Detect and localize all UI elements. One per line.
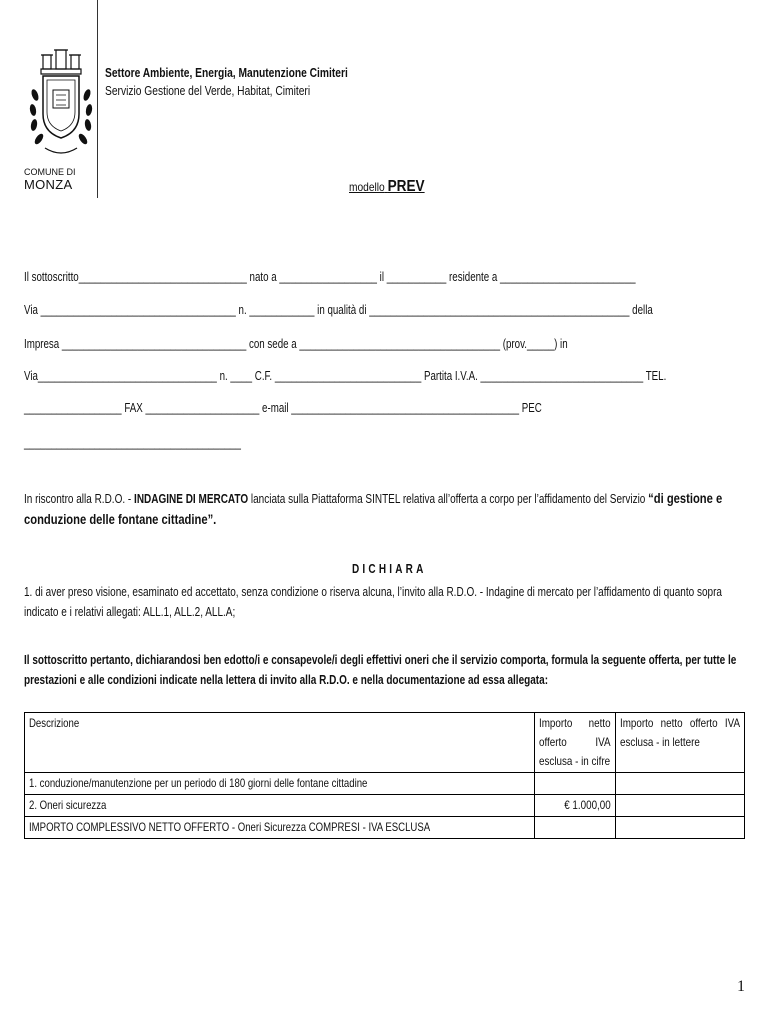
intro-bold-2: “di gestione e conduzione delle fontane cittadine”. <box>24 490 723 527</box>
intro-text-2: lanciata sulla Piattaforma SINTEL relativa all’offerta a corpo per l’affidamento del Servizio <box>248 492 649 506</box>
table-cell: € 1.000,00 <box>535 795 616 817</box>
model-prefix: modello <box>349 180 385 194</box>
form-line-4: Via_________________________________ n. ____ C.F. ___________________________ Partita I.V.A. ______________________________ TEL. <box>24 369 667 383</box>
form-line-5: __________________ FAX _____________________ e-mail __________________________________________ PEC <box>24 401 542 415</box>
offer-table <box>24 712 745 839</box>
declaration-item-1: 1. di aver preso visione, esaminato ed accettato, senza condizione o riserva alcuna, l’invito alla R.D.O. - Indagine di mercato per l’affidamento di quanto sopra indicato e i relativi allegati: ALL.1, ALL.2, ALL.A; <box>24 585 722 619</box>
table-cell <box>615 795 744 817</box>
logo-caption <box>24 168 84 191</box>
table-cell <box>535 773 616 795</box>
header-divider <box>97 0 98 198</box>
table-row <box>25 795 745 817</box>
offer-statement: Il sottoscritto pertanto, dichiarandosi ben edotto/i e consapevole/i degli effettivi oneri che il servizio comporta, formula la seguente offerta, per tutte le prestazioni e alle condizioni indicate nella lettera di invito alla R.D.O. e nella documentazione ad essa allegata: <box>24 653 737 687</box>
table-cell: 1. conduzione/manutenzione per un periodo di 180 giorni delle fontane cittadine <box>25 773 535 795</box>
table-cell <box>535 817 616 839</box>
table-cell <box>615 773 744 795</box>
table-cell: 2. Oneri sicurezza <box>25 795 535 817</box>
table-row <box>25 773 745 795</box>
department-subtitle: Servizio Gestione del Verde, Habitat, Cimiteri <box>105 84 311 98</box>
form-line-1: Il sottoscritto_______________________________ nato a __________________ il ___________ residente a _________________________ <box>24 270 636 284</box>
form-line-3: Impresa __________________________________ con sede a _____________________________________ (prov._____) in <box>24 337 568 351</box>
page-number: 1 <box>737 978 745 995</box>
table-header-cell: Importo netto offerto IVA esclusa - in lettere <box>615 713 744 773</box>
model-title <box>349 178 425 196</box>
form-line-6: ________________________________________ <box>24 436 241 450</box>
table-row <box>25 817 745 839</box>
intro-text-1: In riscontro alla R.D.O. - <box>24 492 135 506</box>
model-code: PREV <box>387 178 425 195</box>
table-header-row <box>25 713 745 773</box>
logo-caption-line1: COMUNE DI <box>24 167 76 177</box>
dichiara-heading: DICHIARA <box>352 562 427 576</box>
table-header-cell: Importo netto offerto IVA esclusa - in cifre <box>535 713 616 773</box>
form-line-2: Via ____________________________________ n. ____________ in qualità di ________________________________________________ della <box>24 303 653 317</box>
intro-bold-1: INDAGINE DI MERCATO <box>134 492 249 506</box>
logo-caption-line2: MONZA <box>24 177 73 192</box>
table-cell: IMPORTO COMPLESSIVO NETTO OFFERTO - Oneri Sicurezza COMPRESI - IVA ESCLUSA <box>25 817 535 839</box>
department-title: Settore Ambiente, Energia, Manutenzione Cimiteri <box>105 66 348 80</box>
table-cell <box>615 817 744 839</box>
table-header-cell: Descrizione <box>25 713 535 773</box>
intro-paragraph <box>24 488 744 530</box>
